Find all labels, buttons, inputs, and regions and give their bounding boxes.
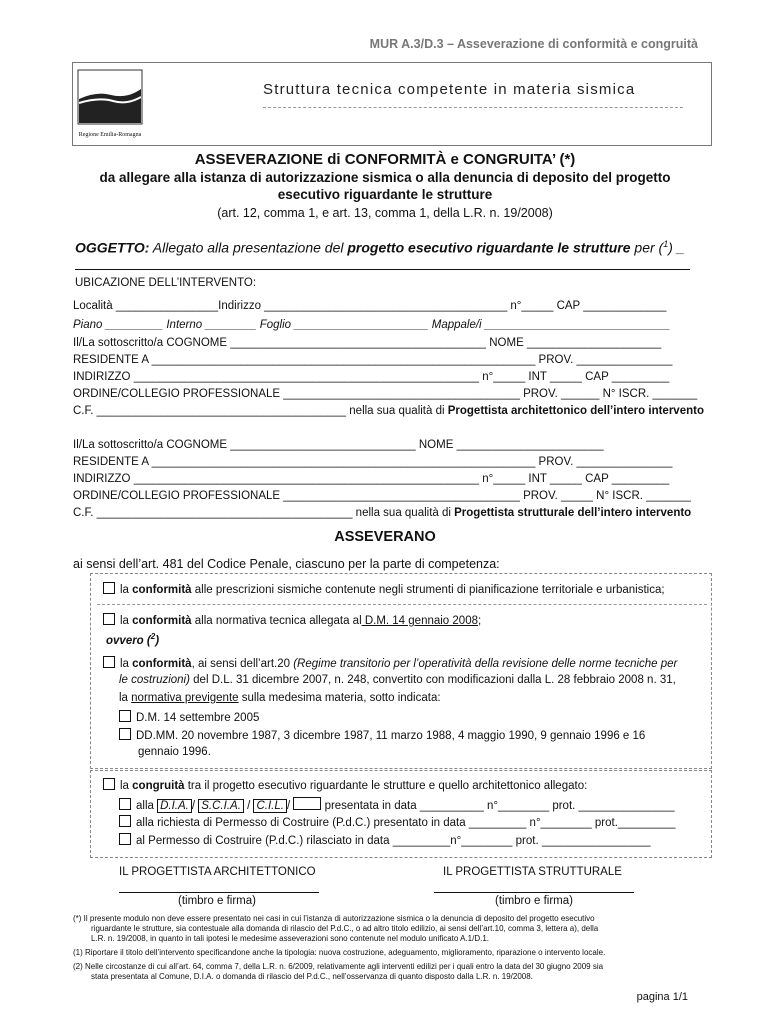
struct-cf-row[interactable] [73, 507, 691, 519]
ovvero-end: ) [155, 634, 160, 647]
congruita-dia-row[interactable]: alla D.I.A. / S.C.I.A. / C.I.L. / presentata in data __________ n°________ prot. _______________ [119, 797, 674, 812]
checkbox[interactable] [119, 710, 131, 722]
other-box[interactable] [293, 797, 321, 810]
scia-box[interactable]: S.C.I.A. [198, 799, 244, 813]
cil-box[interactable]: C.I.L. [253, 799, 286, 813]
option-underlined: D.M. 14 gennaio 2008 [361, 615, 478, 627]
ubicazione-heading: UBICAZIONE DELL’INTERVENTO: [75, 277, 257, 289]
ovvero-label [106, 632, 159, 647]
note-star: (*) Il presente modulo non deve essere presentato nei casi in cui l’istanza di autorizzazione sismica o la denuncia di deposito del progetto esecutivo [73, 914, 595, 923]
option-text: la [120, 658, 133, 670]
cf-field[interactable]: C.F. ________________________________________ [73, 507, 353, 519]
cadastral-row[interactable]: Piano _________ Interno ________ Foglio _____________________ Mappale/i _____________________________ [73, 319, 671, 331]
checkbox[interactable] [103, 656, 115, 668]
option-italic: le costruzioni) [119, 674, 190, 686]
note-2: (2) Nelle circostanze di cui all’art. 64, comma 7, della L.R. n. 6/2009, relativamente agli interventi edilizi per i quali entro la data del 30 giugno 2009 sia [73, 962, 604, 971]
row-text: alla richiesta di Permesso di Costruire (P.d.C.) presentato in data _________ n°________ prot._________ [136, 817, 676, 829]
architect-stamp-label: (timbro e firma) [178, 895, 256, 907]
page-number: pagina 1/1 [636, 991, 688, 1003]
option-underlined: normativa previgente [131, 692, 239, 704]
form-law-reference: (art. 12, comma 1, e art. 13, comma 1, della L.R. n. 19/2008) [217, 206, 553, 220]
row-text: presentata in data __________ n°________ prot. _______________ [324, 800, 675, 812]
architect-signature-title: IL PROGETTISTA ARCHITETTONICO [119, 866, 316, 878]
sub-option-text: D.M. 14 settembre 2005 [136, 712, 260, 724]
form-title: ASSEVERAZIONE di CONFORMITÀ e CONGRUITA’ (*) [194, 151, 576, 168]
oggetto-blank-line[interactable] [75, 269, 690, 270]
svg-text:Regione Emilia-Romagna: Regione Emilia-Romagna [78, 132, 142, 138]
congruita-pdc-richiesta-row[interactable] [119, 815, 676, 829]
ovvero-text: ovvero ( [106, 634, 151, 647]
option-bold: conformità [132, 615, 192, 627]
checkbox[interactable] [119, 728, 131, 740]
option-italic: (Regime transitorio per l’operatività della revisione delle norme tecniche per [293, 658, 678, 670]
checkbox[interactable] [119, 798, 131, 810]
option-text: la [120, 584, 133, 596]
option-conformita-dm2008[interactable] [103, 613, 481, 627]
structural-signature-title: IL PROGETTISTA STRUTTURALE [443, 866, 622, 878]
footnote-ref-2: 2 [150, 632, 156, 641]
option-text: ; [477, 615, 482, 627]
architect-order-row[interactable]: ORDINE/COLLEGIO PROFESSIONALE _____________________________________ PROV. ______ N° ISCR. _______ [73, 388, 698, 400]
sub-option-text: DD.MM. 20 novembre 1987, 3 dicembre 1987, 11 marzo 1988, 4 maggio 1990, 9 gennaio 1996 e 16 [136, 730, 646, 742]
option-text: alla normativa tecnica allegata al [191, 615, 362, 627]
struttura-title: Struttura tecnica competente in materia sismica [263, 81, 636, 98]
struct-name-row[interactable]: Il/La sottoscritto/a COGNOME _____________________________ NOME _______________________ [73, 439, 604, 451]
option-transitorio-line2 [119, 674, 676, 686]
sub-option-ddmm[interactable] [119, 728, 645, 742]
congruita-pdc-rilasciato-row[interactable] [119, 833, 651, 847]
note-1: (1) Riportare il titolo dell’intervento specificandone anche la tipologia: nuova costruzione, adeguamento, miglioramento, riparazione o intervento locale. [73, 948, 606, 957]
note-2b: stata presentata al Comune, D.I.A. o domanda di rilascio del P.d.C., nell’osservanza di quanto disposto dalla L.R. n. 19/2008. [91, 972, 533, 981]
option-text: sulla medesima materia, sotto indicata: [238, 692, 441, 704]
oggetto-text: Allegato alla presentazione del [149, 239, 348, 256]
form-subtitle-1: da allegare alla istanza di autorizzazione sismica o alla denuncia di deposito del progetto [99, 170, 671, 185]
separator [97, 604, 707, 605]
architect-cf-row[interactable] [73, 405, 704, 417]
struct-address-row[interactable]: INDIRIZZO ______________________________________________________ n°_____ INT _____ CAP _________ [73, 473, 670, 485]
architect-signature-line[interactable] [119, 892, 319, 893]
option-text: la [120, 780, 133, 792]
oggetto-label: OGGETTO: [75, 239, 150, 256]
option-congruita[interactable] [103, 778, 587, 792]
option-text: del D.L. 31 dicembre 2007, n. 248, convertito con modificazioni dalla L. 28 febbraio 2008 n. 31, [189, 674, 676, 686]
sub-option-ddmm-cont: gennaio 1996. [138, 746, 211, 758]
option-bold: conformità [132, 584, 192, 596]
location-row[interactable]: Località ________________Indirizzo ______________________________________ n°_____ CAP _____________ [73, 300, 667, 312]
option-text: tra il progetto esecutivo riguardante le strutture e quello architettonico allegato: [184, 780, 588, 792]
option-text: la [119, 692, 132, 704]
option-bold: conformità [132, 658, 192, 670]
option-conformita-transitorio[interactable] [103, 656, 677, 670]
footnote-ref-1: 1 [663, 239, 669, 249]
struttura-blank[interactable] [263, 107, 683, 108]
option-bold: congruità [132, 780, 185, 792]
struct-residence-row[interactable]: RESIDENTE A ____________________________________________________________ PROV. _______________ [73, 456, 673, 468]
checkbox[interactable] [103, 778, 115, 790]
oggetto-per: per ( [630, 239, 664, 256]
architect-name-row[interactable]: Il/La sottoscritto/a COGNOME ________________________________________ NOME _____________________ [73, 337, 662, 349]
note-star-2: riguardante le strutture, sia contestuale alla domanda di rilascio del P.d.C., o ad altro titolo edilizio, ai sensi dell’art.10, comma 3, lettera a), della [91, 924, 599, 933]
checkbox[interactable] [119, 833, 131, 845]
checkbox[interactable] [103, 613, 115, 625]
cf-field[interactable]: C.F. _______________________________________ [73, 405, 347, 417]
row-text: alla [136, 800, 158, 812]
oggetto-bold-text: progetto esecutivo riguardante le strutture [347, 239, 631, 256]
document-reference: MUR A.3/D.3 – Asseverazione di conformità e congruità [369, 37, 698, 51]
architect-address-row[interactable]: INDIRIZZO ______________________________________________________ n°_____ INT _____ CAP _________ [73, 371, 670, 383]
option-transitorio-line3 [119, 692, 441, 704]
checkbox[interactable] [119, 815, 131, 827]
checkbox[interactable] [103, 582, 115, 594]
option-text: alle prescrizioni sismiche contenute negli strumenti di pianificazione territoriale e urbanistica; [191, 584, 665, 596]
dia-box[interactable]: D.I.A. [157, 799, 192, 813]
option-text: , ai sensi dell’art.20 [191, 658, 294, 670]
form-subtitle-2: esecutivo riguardante le strutture [277, 187, 493, 202]
header-box [72, 62, 712, 146]
qualita-label: nella sua qualità di [346, 405, 448, 417]
oggetto-line [75, 239, 685, 256]
option-conformita-pianificazione[interactable] [103, 582, 665, 596]
option-text: la [120, 615, 133, 627]
structural-signature-line[interactable] [434, 892, 634, 893]
structural-role: Progettista strutturale dell’intero intervento [454, 507, 692, 519]
note-star-3: L.R. n. 19/2008, in quanto in tali ipotesi le medesime asseverazioni sono contenute nel modulo unificato A.1/D.1. [91, 934, 490, 943]
asseverano-heading: ASSEVERANO [334, 529, 436, 545]
region-logo [77, 69, 143, 141]
row-text: al Permesso di Costruire (P.d.C.) rilasciato in data _________n°________ prot. _________________ [136, 835, 651, 847]
struct-order-row[interactable]: ORDINE/COLLEGIO PROFESSIONALE _____________________________________ PROV. _____ N° ISCR. _______ [73, 490, 691, 502]
qualita-label: nella sua qualità di [352, 507, 455, 519]
architect-role: Progettista architettonico dell’intero intervento [447, 405, 704, 417]
oggetto-end: ) _ [668, 239, 685, 256]
architect-residence-row[interactable]: RESIDENTE A ____________________________________________________________ PROV. _______________ [73, 354, 673, 366]
asseverano-intro: ai sensi dell’art. 481 del Codice Penale, ciascuno per la parte di competenza: [73, 557, 500, 571]
structural-stamp-label: (timbro e firma) [495, 895, 573, 907]
sub-option-dm2005[interactable] [119, 710, 259, 724]
